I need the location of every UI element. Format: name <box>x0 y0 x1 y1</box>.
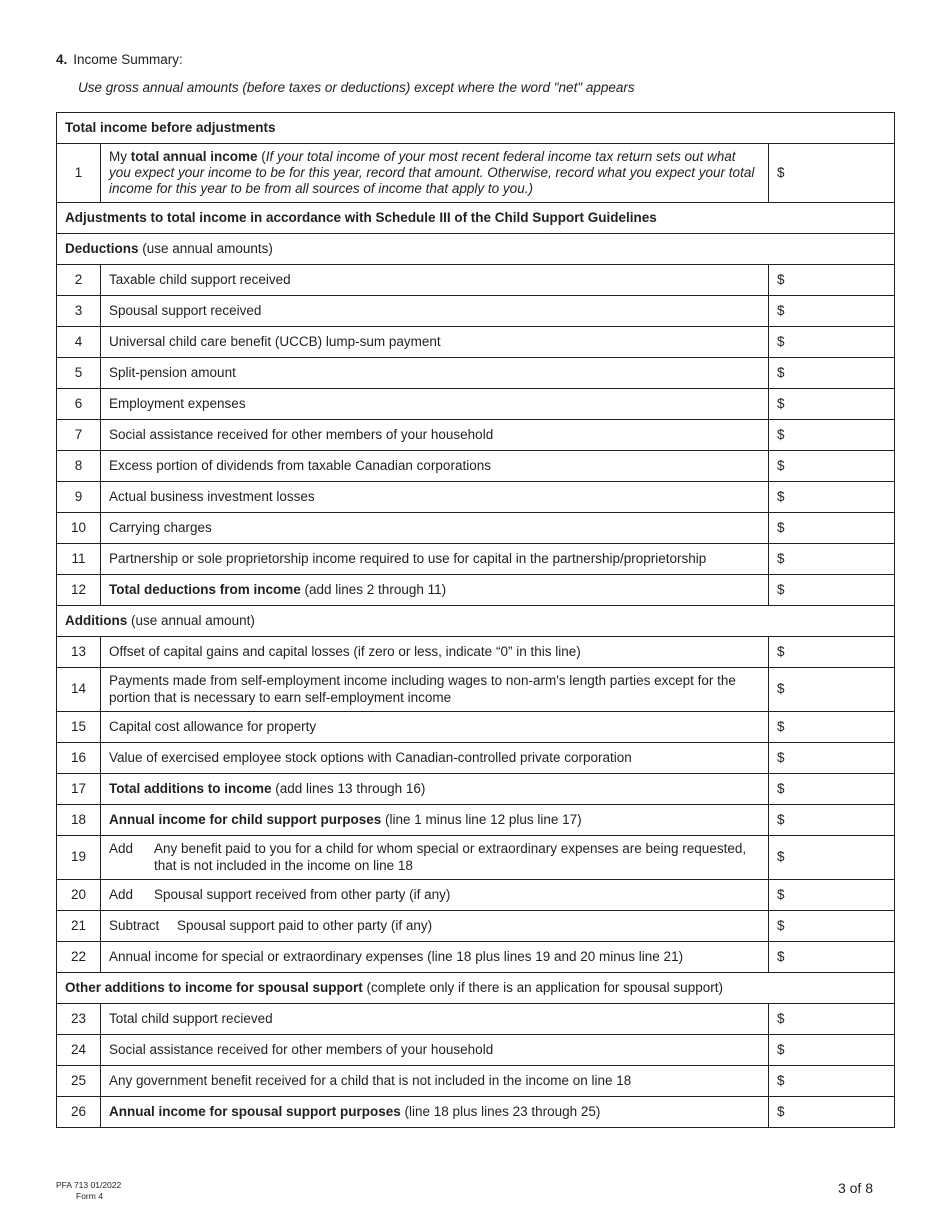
line-4-label: Universal child care benefit (UCCB) lump-sum payment <box>101 327 769 358</box>
line-25-row <box>57 1066 895 1097</box>
spousal-header-row: Other additions to income for spousal support (complete only if there is an application for spousal support) <box>57 973 895 1004</box>
section-instruction: Use gross annual amounts (before taxes or deductions) except where the word "net" appears <box>78 80 635 95</box>
line-26-amount-field[interactable]: $ <box>768 1097 894 1128</box>
line-number: 17 <box>57 774 101 805</box>
total-before-header: Total income before adjustments <box>65 119 276 135</box>
line-24-amount-field[interactable]: $ <box>768 1035 894 1066</box>
line-number: 25 <box>57 1066 101 1097</box>
line-11-row <box>57 544 895 575</box>
line-26-row <box>57 1097 895 1128</box>
line-26-label: Annual income for spousal support purposes (line 18 plus lines 23 through 25) <box>101 1097 769 1128</box>
line-22-label: Annual income for special or extraordinary expenses (line 18 plus lines 19 and 20 minus line 21) <box>101 942 769 973</box>
line-7-label: Social assistance received for other members of your household <box>101 420 769 451</box>
line-number: 21 <box>57 911 101 942</box>
line-22-row <box>57 942 895 973</box>
line-number: 26 <box>57 1097 101 1128</box>
line-10-row <box>57 513 895 544</box>
line-15-amount-field[interactable]: $ <box>768 712 894 743</box>
line-number: 13 <box>57 637 101 668</box>
line-3-amount-field[interactable]: $ <box>768 296 894 327</box>
line-22-amount-field[interactable]: $ <box>768 942 894 973</box>
line-8-row <box>57 451 895 482</box>
line-9-amount-field[interactable]: $ <box>768 482 894 513</box>
line-5-amount-field[interactable]: $ <box>768 358 894 389</box>
line-5-label: Split-pension amount <box>101 358 769 389</box>
line-number: 11 <box>57 544 101 575</box>
line-23-label: Total child support recieved <box>101 1004 769 1035</box>
line-number: 6 <box>57 389 101 420</box>
section-heading <box>56 52 183 67</box>
line-13-label: Offset of capital gains and capital losses (if zero or less, indicate “0” in this line) <box>101 637 769 668</box>
line-16-row <box>57 743 895 774</box>
line-number: 8 <box>57 451 101 482</box>
line-number: 3 <box>57 296 101 327</box>
line-6-row <box>57 389 895 420</box>
line-7-amount-field[interactable]: $ <box>768 420 894 451</box>
line-4-amount-field[interactable]: $ <box>768 327 894 358</box>
line-19-label: Add Any benefit paid to you for a child for whom special or extraordinary expenses are being requested, that is not included in the income on line 18 <box>101 836 769 880</box>
line-14-amount-field[interactable]: $ <box>768 668 894 712</box>
line-17-row <box>57 774 895 805</box>
line-18-amount-field[interactable]: $ <box>768 805 894 836</box>
line-9-label: Actual business investment losses <box>101 482 769 513</box>
additions-header-row: Additions (use annual amount) <box>57 606 895 637</box>
line-24-row <box>57 1035 895 1066</box>
additions-rows <box>57 637 895 774</box>
line-16-amount-field[interactable]: $ <box>768 743 894 774</box>
line-number: 12 <box>57 575 101 606</box>
line-number: 16 <box>57 743 101 774</box>
line-3-label: Spousal support received <box>101 296 769 327</box>
line-18-label: Annual income for child support purposes (line 1 minus line 12 plus line 17) <box>101 805 769 836</box>
line-5-row <box>57 358 895 389</box>
line-1-label: My total annual income (If your total income of your most recent federal income tax return sets out what you expect your income to be for this year, record that amount. Otherwise, record what you expect your total income for this year to be from all sources of income that apply to you.) <box>101 144 769 203</box>
form-code <box>56 1180 121 1201</box>
line-20-label: Add Spousal support received from other party (if any) <box>101 880 769 911</box>
line-10-amount-field[interactable]: $ <box>768 513 894 544</box>
line-16-label: Value of exercised employee stock options with Canadian-controlled private corporation <box>101 743 769 774</box>
line-number: 24 <box>57 1035 101 1066</box>
line-14-label: Payments made from self-employment income including wages to non-arm's length parties except for the portion that is necessary to earn self-employment income <box>101 668 769 712</box>
line-8-amount-field[interactable]: $ <box>768 451 894 482</box>
line-number: 4 <box>57 327 101 358</box>
line-number: 22 <box>57 942 101 973</box>
line-2-label: Taxable child support received <box>101 265 769 296</box>
line-number: 10 <box>57 513 101 544</box>
line-20-amount-field[interactable]: $ <box>768 880 894 911</box>
line-7-row <box>57 420 895 451</box>
line-1-amount-field[interactable]: $ <box>768 144 894 203</box>
deductions-header: Deductions <box>65 240 139 256</box>
line-number: 19 <box>57 836 101 880</box>
line-8-label: Excess portion of dividends from taxable Canadian corporations <box>101 451 769 482</box>
form-id: Form 4 <box>76 1190 103 1201</box>
line-number: 20 <box>57 880 101 911</box>
line-number: 5 <box>57 358 101 389</box>
line-1-row <box>57 144 895 203</box>
line-23-amount-field[interactable]: $ <box>768 1004 894 1035</box>
line-12-row <box>57 575 895 606</box>
line-21-label: Subtract Spousal support paid to other party (if any) <box>101 911 769 942</box>
line-3-row <box>57 296 895 327</box>
line-20-row <box>57 880 895 911</box>
line-number: 23 <box>57 1004 101 1035</box>
page-number: 3 of 8 <box>837 1180 873 1196</box>
line-15-label: Capital cost allowance for property <box>101 712 769 743</box>
form-code-number: PFA 713 01/2022 <box>56 1180 122 1190</box>
line-19-amount-field[interactable]: $ <box>768 836 894 880</box>
line-15-row <box>57 712 895 743</box>
deductions-header-row: Deductions (use annual amounts) <box>57 234 895 265</box>
total-before-header-row <box>57 113 895 144</box>
line-14-row <box>57 668 895 712</box>
line-12-label: Total deductions from income (add lines 2 through 11) <box>101 575 769 606</box>
line-24-label: Social assistance received for other members of your household <box>101 1035 769 1066</box>
line-17-amount-field[interactable]: $ <box>768 774 894 805</box>
adjustments-header: Adjustments to total income in accordance with Schedule III of the Child Support Guidelines <box>65 209 657 225</box>
income-summary-table <box>56 112 895 1128</box>
line-10-label: Carrying charges <box>101 513 769 544</box>
line-25-amount-field[interactable]: $ <box>768 1066 894 1097</box>
line-number: 9 <box>57 482 101 513</box>
line-11-label: Partnership or sole proprietorship income required to use for capital in the partnership/proprietorship <box>101 544 769 575</box>
line-9-row <box>57 482 895 513</box>
line-12-amount-field[interactable]: $ <box>768 575 894 606</box>
line-13-row <box>57 637 895 668</box>
additions-header: Additions <box>65 612 128 628</box>
adjustments-header-row <box>57 203 895 234</box>
line-number: 1 <box>57 144 101 203</box>
line-19-row <box>57 836 895 880</box>
line-23-row <box>57 1004 895 1035</box>
spousal-rows <box>57 1004 895 1097</box>
line-6-label: Employment expenses <box>101 389 769 420</box>
line-2-row <box>57 265 895 296</box>
section-number: 4. <box>56 52 68 67</box>
section-title: Income Summary: <box>73 52 183 67</box>
line-2-amount-field[interactable]: $ <box>768 265 894 296</box>
line-13-amount-field[interactable]: $ <box>768 637 894 668</box>
line-number: 14 <box>57 668 101 712</box>
line-number: 2 <box>57 265 101 296</box>
line-6-amount-field[interactable]: $ <box>768 389 894 420</box>
line-11-amount-field[interactable]: $ <box>768 544 894 575</box>
line-18-row <box>57 805 895 836</box>
line-25-label: Any government benefit received for a child that is not included in the income on line 18 <box>101 1066 769 1097</box>
line-number: 15 <box>57 712 101 743</box>
line-21-amount-field[interactable]: $ <box>768 911 894 942</box>
line-number: 18 <box>57 805 101 836</box>
line-17-label: Total additions to income (add lines 13 through 16) <box>101 774 769 805</box>
line-number: 7 <box>57 420 101 451</box>
line-21-row <box>57 911 895 942</box>
line-4-row <box>57 327 895 358</box>
deductions-rows <box>57 265 895 575</box>
spousal-header: Other additions to income for spousal support <box>65 979 363 995</box>
